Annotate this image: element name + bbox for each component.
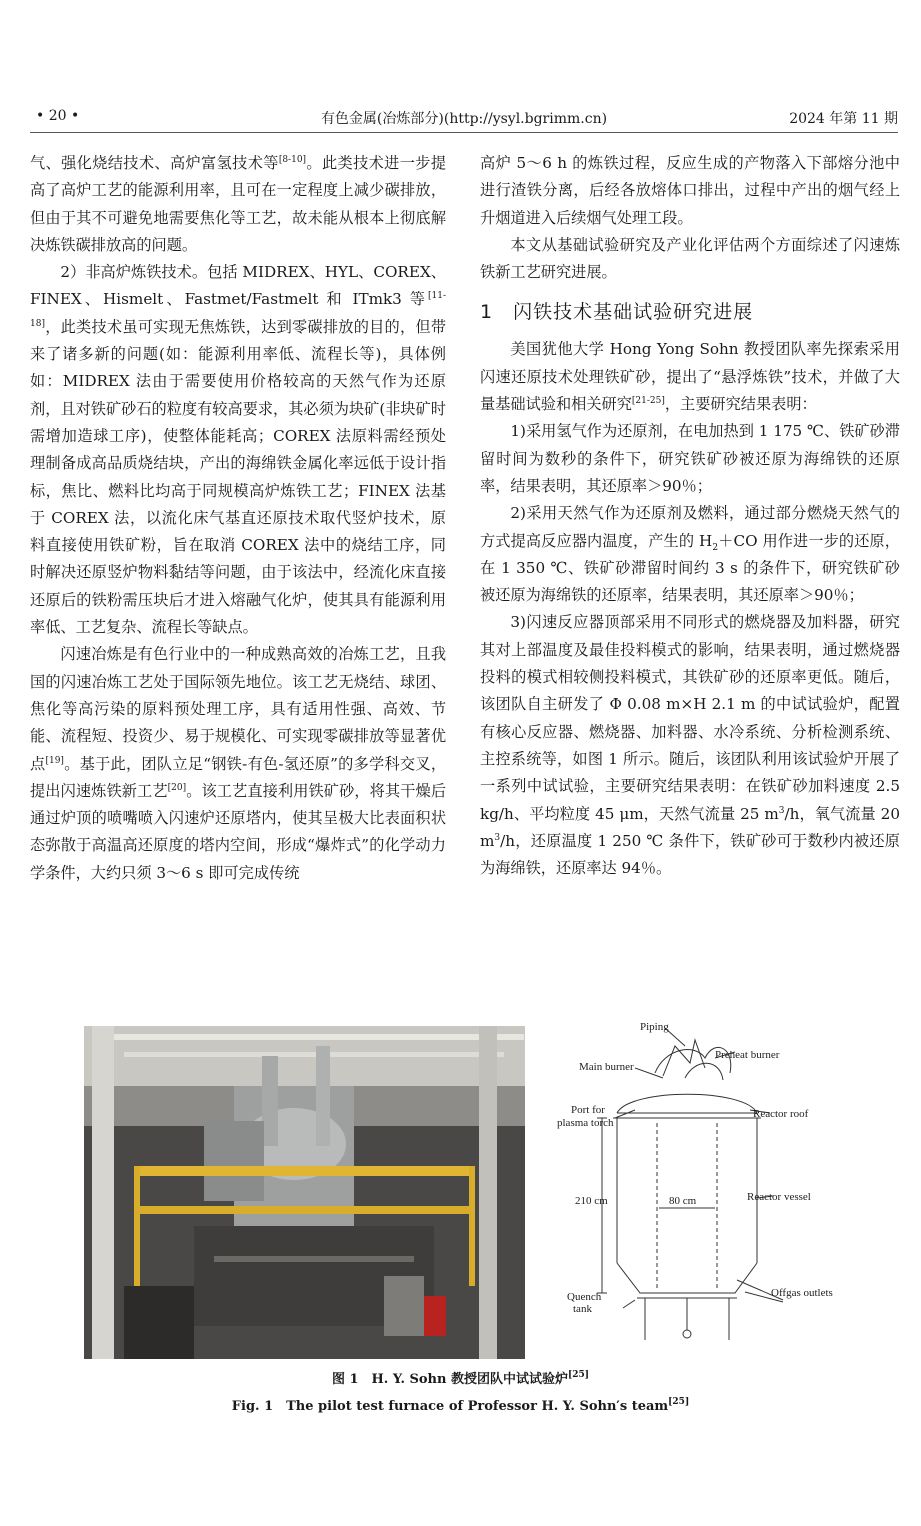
label-port: Port for bbox=[571, 1104, 605, 1116]
reactor-schematic bbox=[545, 1018, 860, 1358]
right-column bbox=[480, 150, 900, 882]
furnace-photo bbox=[84, 1026, 525, 1359]
label-diameter: 80 cm bbox=[669, 1195, 697, 1207]
right-paragraph-3: 美国犹他大学 Hong Yong Sohn 教授团队率先探索采用闪速还原技术处理铁矿砂，提出了“悬浮炼铁”技术，并做了大量基础试验和相关研究[21-25]，主要研究结果表明： bbox=[480, 340, 900, 414]
left-paragraph-1: 气、强化烧结技术、高炉富氢技术等[8-10]。此类技术进一步提高了高炉工艺的能源利用率，且可在一定程度上减少碳排放，但由于其不可避免地需要焦化等工艺，故未能从根本上彻底解决炼铁碳排放高的问题。 bbox=[30, 154, 447, 254]
right-paragraph-2: 本文从基础试验研究及产业化评估两个方面综述了闪速炼铁新工艺研究进展。 bbox=[480, 235, 900, 282]
label-preheat-burner: Preheat burner bbox=[715, 1049, 780, 1061]
reactor-schematic-drawing bbox=[545, 1018, 860, 1358]
label-main-burner: Main burner bbox=[579, 1061, 634, 1073]
label-reactor-roof: Reactor roof bbox=[753, 1108, 809, 1120]
left-paragraph-2: 2）非高炉炼铁技术。包括 MIDREX、HYL、COREX、FINEX、Hismelt、Fastmet/Fastmelt 和 ITmk3 等[11-18]，此类技术虽可实现无焦炼铁，达到零碳排放的目的，但带来了诸多新的问题(如：能源利用率低、流程长等)，具体例如：MIDREX 法由于需要使用价格较高的天然气作为还原剂，且对铁矿砂石的粒度有较高要求，其必须为块矿(非块矿时需增加造球工序)，使整体能耗高；COREX 法原料需经预处理制备成高品质烧结块，产出的海绵铁金属化率远低于设计指标，焦比、燃料比均高于同规模高炉炼铁工艺；FINEX 法基于 COREX 法，以流化床气基直还原技术取代竖炉技术，原料直接使用铁矿粉，旨在取消 COREX 法中的烧结工序，同时解决还原竖炉物料黏结等问题，由于该法中，经流化床直接还原后的铁粉需压块后才进入熔融气化炉，使其具有能源利用率低、工艺复杂、流程长等缺点。 bbox=[30, 263, 446, 637]
label-offgas-outlets: Offgas outlets bbox=[771, 1287, 833, 1299]
furnace-photo-illustration bbox=[84, 1026, 525, 1359]
issue-label: 2024 年第 11 期 bbox=[789, 111, 898, 127]
section-heading: 1 闪铁技术基础试验研究进展 bbox=[480, 301, 754, 324]
result-item-3: 3)闪速反应器顶部采用不同形式的燃烧器及加料器，研究其对上部温度及最佳投料模式的影响，结果表明，通过燃烧器投料的模式相较侧投料模式，其铁矿砂的还原率更低。随后，该团队自主研发了 Φ 0.08 m×H 2.1 m 的中试试验炉，配置有核心反应器、燃烧器、加料器、水冷系统、分析检测系统、主控系统等，如图 1 所示。随后，该团队利用该试验炉开展了一系列中试试验，主要研究结果表明：在铁矿砂加料速度 2.5 kg/h、平均粒度 45 μm，天然气流量 25 $m^3/h$，氧气流量 20 $m^3/h$，还原温度 1 250 ℃ 条件下，铁矿砂可于数秒内被还原为海绵铁，还原率达 94％。 bbox=[480, 613, 900, 878]
journal-title: 有色金属(冶炼部分)(http://ysyl.bgrimm.cn) bbox=[320, 111, 608, 127]
label-plasma-torch: plasma torch bbox=[557, 1117, 614, 1129]
right-paragraph-1: 高炉 5～6 h 的炼铁过程，反应生成的产物落入下部熔分池中进行渣铁分离，后经各放熔体口排出，过程中产出的烟气经上升烟道进入后续烟气处理工段。 bbox=[480, 154, 900, 227]
left-paragraph-3: 闪速冶炼是有色行业中的一种成熟高效的冶炼工艺，且我国的闪速冶炼工艺处于国际领先地位。该工艺无烧结、球团、焦化等高污染的原料预处理工序，具有适用性强、高效、节能、流程短、投资少、易于规模化、可实现零碳排放等显著优点[19]。基于此，团队立足“钢铁-有色-氢还原”的多学科交叉，提出闪速炼铁新工艺[20]。该工艺直接利用铁矿砂，将其干燥后通过炉顶的喷嘴喷入闪速炉还原塔内，使其呈极大比表面积状态弥散于高温高还原度的塔内空间，形成“爆炸式”的化学动力学条件，大约只须 3～6 s 即可完成传统 bbox=[30, 645, 447, 882]
page-header bbox=[30, 106, 898, 133]
page-number: • 20 • bbox=[36, 108, 80, 124]
label-tank: tank bbox=[573, 1303, 592, 1315]
left-column bbox=[30, 150, 446, 887]
label-height: 210 cm bbox=[575, 1195, 608, 1207]
figure-caption-en: Fig. 1 The pilot test furnace of Professor H. Y. Sohn′s team[25] bbox=[231, 1397, 690, 1414]
label-quench: Quench bbox=[567, 1291, 602, 1303]
label-piping: Piping bbox=[640, 1021, 669, 1033]
figure-caption-cn: 图 1 H. Y. Sohn 教授团队中试试验炉[25] bbox=[331, 1370, 590, 1387]
label-reactor-vessel: Reactor vessel bbox=[747, 1191, 811, 1203]
result-item-2: 2)采用天然气作为还原剂及燃料，通过部分燃烧天然气的方式提高反应器内温度，产生的 $H_2+CO$ 用作进一步的还原，在 1 350 ℃、铁矿砂滞留时间约 3 s 的条件下，研究铁矿砂被还原为海绵铁的还原率，结果表明，其还原率＞90％； bbox=[480, 504, 900, 605]
result-item-1: 1)采用氢气作为还原剂，在电加热到 1 175 ℃、铁矿砂滞留时间为数秒的条件下，研究铁矿砂被还原为海绵铁的还原率，结果表明，其还原率＞90％； bbox=[480, 422, 900, 495]
